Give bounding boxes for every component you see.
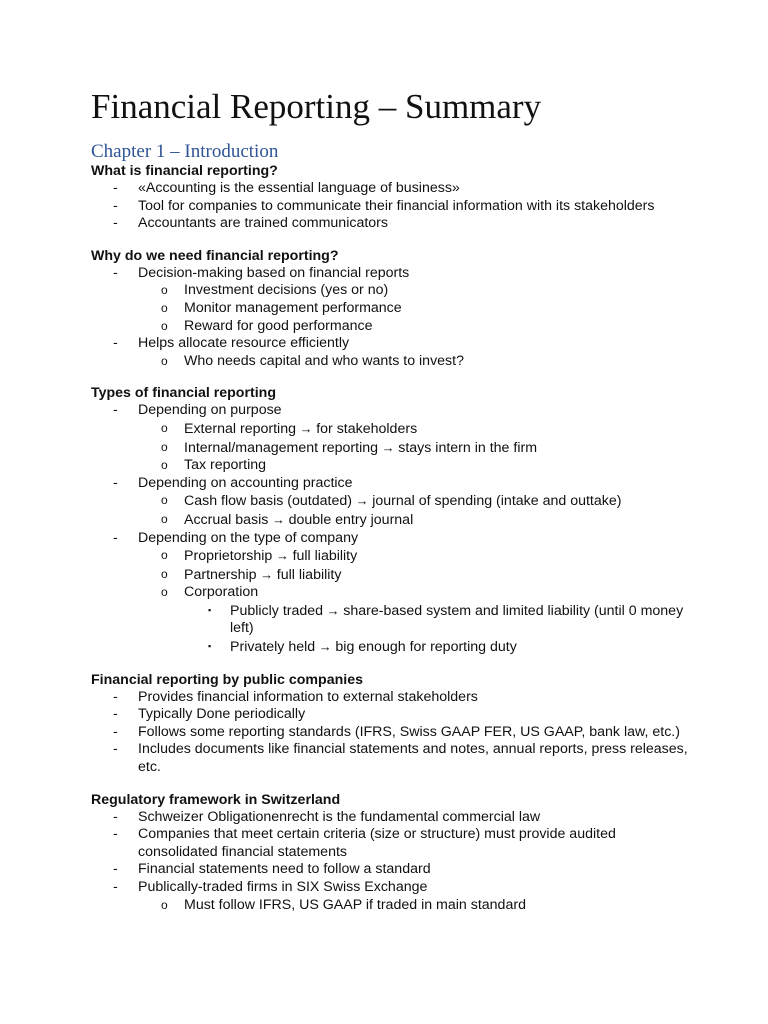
dash-bullet: - [113, 264, 118, 281]
list-item-text: Who needs capital and who wants to invest? [184, 352, 464, 369]
circle-bullet-icon: o [161, 420, 168, 435]
chapter-heading: Chapter 1 – Introduction [91, 141, 279, 162]
circle-bullet-icon: o [161, 458, 168, 473]
list-item-result: journal of spending (intake and outtake) [372, 493, 622, 510]
dash-bullet: - [113, 402, 118, 419]
dash-bullet: - [113, 826, 118, 843]
circle-bullet-icon: o [161, 566, 168, 581]
list-item-text: Publicly traded [230, 602, 324, 619]
list-item-text: Must follow IFRS, US GAAP if traded in main standard [184, 896, 526, 913]
list-item [91, 809, 691, 827]
list-item-text: Accrual basis [184, 511, 269, 528]
outline-section [91, 385, 691, 656]
circle-bullet-icon: o [161, 318, 168, 333]
list-item-text: Helps allocate resource efficiently [138, 335, 350, 352]
arrow-right-icon: → [378, 439, 399, 455]
arrow-right-icon: → [315, 639, 336, 655]
list-item [91, 180, 691, 198]
square-bullet-icon: ▪ [208, 641, 212, 652]
section-heading: Regulatory framework in Switzerland [91, 791, 341, 808]
list-item-result: full liability [292, 548, 358, 565]
circle-bullet-icon: o [161, 493, 168, 508]
list-item [91, 492, 691, 511]
list-item-text: Internal/management reporting [184, 439, 379, 456]
list-item-text: Investment decisions (yes or no) [184, 282, 389, 299]
dash-bullet: - [113, 335, 118, 352]
circle-bullet-icon: o [161, 897, 168, 912]
list-item [91, 530, 691, 548]
list-item-text: Follows some reporting standards (IFRS, Swiss GAAP FER, US GAAP, bank law, etc.) [138, 723, 680, 740]
list-item [91, 547, 691, 566]
list-item-result: share-based system and limited liability (until 0 money left) [230, 602, 684, 637]
list-item-result: for stakeholders [316, 420, 418, 437]
list-item [91, 475, 691, 493]
section-heading: Why do we need financial reporting? [91, 247, 339, 264]
circle-bullet-icon: o [161, 353, 168, 368]
list-item [91, 584, 691, 602]
square-bullet-icon: ▪ [208, 604, 212, 615]
list-item [91, 215, 691, 233]
circle-bullet-icon: o [161, 511, 168, 526]
list-item-text: Proprietorship [184, 548, 273, 565]
dash-bullet: - [113, 474, 118, 491]
list-item [91, 602, 691, 638]
list-item-text: Depending on purpose [138, 402, 282, 419]
list-item-text: Monitor management performance [184, 299, 402, 316]
dash-bullet: - [113, 215, 118, 232]
section-heading: Financial reporting by public companies [91, 671, 363, 688]
list-item-text: Decision-making based on financial reports [138, 264, 410, 281]
list-item-result: stays intern in the firm [398, 439, 538, 456]
outline-section [91, 792, 691, 915]
list-item-text: Tool for companies to communicate their financial information with its stakeholders [138, 197, 655, 214]
list-item [91, 300, 691, 318]
circle-bullet-icon: o [161, 300, 168, 315]
list-item-text: External reporting [184, 420, 296, 437]
arrow-right-icon: → [256, 566, 277, 582]
list-item-result: full liability [276, 566, 342, 583]
list-item-text: Includes documents like financial statements and notes, annual reports, press releases, etc. [138, 741, 688, 776]
arrow-right-icon: → [295, 420, 317, 436]
list-item-text: Corporation [184, 584, 259, 601]
list-item-text: Privately held [230, 639, 316, 656]
circle-bullet-icon: o [161, 283, 168, 298]
list-item [91, 511, 691, 530]
arrow-right-icon: → [323, 602, 344, 618]
list-item-text: Tax reporting [184, 457, 267, 474]
list-item [91, 457, 691, 475]
document-title: Financial Reporting – Summary [91, 87, 542, 126]
list-item [91, 402, 691, 420]
list-item-result: double entry journal [288, 511, 414, 528]
list-item [91, 335, 691, 353]
list-item-text: Financial statements need to follow a standard [138, 861, 431, 878]
list-item-text: Typically Done periodically [138, 706, 306, 723]
list-item [91, 198, 691, 216]
list-item-text: Publically-traded firms in SIX Swiss Exchange [138, 879, 428, 895]
circle-bullet-icon: o [161, 548, 168, 563]
list-item-text: Depending on the type of company [138, 529, 359, 546]
list-item [91, 741, 691, 776]
list-item [91, 566, 691, 585]
section-heading: Types of financial reporting [91, 385, 276, 402]
list-item-text: Depending on accounting practice [138, 474, 353, 491]
list-item [91, 897, 691, 915]
dash-bullet: - [113, 529, 118, 546]
list-item-text: Companies that meet certain criteria (size or structure) must provide audited consolidated financial statements [138, 826, 616, 860]
arrow-right-icon: → [268, 511, 289, 527]
list-item [91, 318, 691, 336]
sections-container [91, 163, 691, 914]
section-heading: What is financial reporting? [91, 163, 278, 179]
list-item [91, 353, 691, 371]
dash-bullet: - [113, 197, 118, 214]
list-item-text: Partnership [184, 566, 257, 583]
list-item [91, 420, 691, 439]
dash-bullet: - [113, 861, 118, 878]
circle-bullet-icon: o [161, 585, 168, 600]
list-item-text: Schweizer Obligationenrecht is the fundamental commercial law [138, 808, 541, 825]
list-item [91, 439, 691, 458]
list-item-result: big enough for reporting duty [335, 639, 517, 656]
dash-bullet: - [113, 741, 118, 758]
list-item [91, 861, 691, 879]
list-item-text: Reward for good performance [184, 317, 373, 334]
list-item [91, 282, 691, 300]
dash-bullet: - [113, 688, 118, 705]
dash-bullet: - [113, 808, 118, 825]
dash-bullet: - [113, 706, 118, 723]
dash-bullet: - [113, 723, 118, 740]
list-item [91, 724, 691, 742]
list-item-text: «Accounting is the essential language of business» [138, 180, 460, 196]
dash-bullet: - [113, 180, 118, 196]
list-item [91, 265, 691, 283]
circle-bullet-icon: o [161, 439, 168, 454]
arrow-right-icon: → [272, 548, 293, 564]
list-item [91, 638, 691, 657]
list-item [91, 826, 691, 861]
arrow-right-icon: → [351, 493, 373, 509]
list-item-text: Accountants are trained communicators [138, 215, 388, 232]
list-item-text: Provides financial information to external stakeholders [138, 688, 478, 705]
list-item-text: Cash flow basis (outdated) [184, 493, 352, 510]
outline-section [91, 248, 691, 371]
dash-bullet: - [113, 879, 118, 895]
document-body [91, 86, 691, 914]
outline-section [91, 163, 691, 233]
list-item [91, 706, 691, 724]
list-item [91, 879, 691, 897]
outline-section [91, 672, 691, 777]
list-item [91, 689, 691, 707]
